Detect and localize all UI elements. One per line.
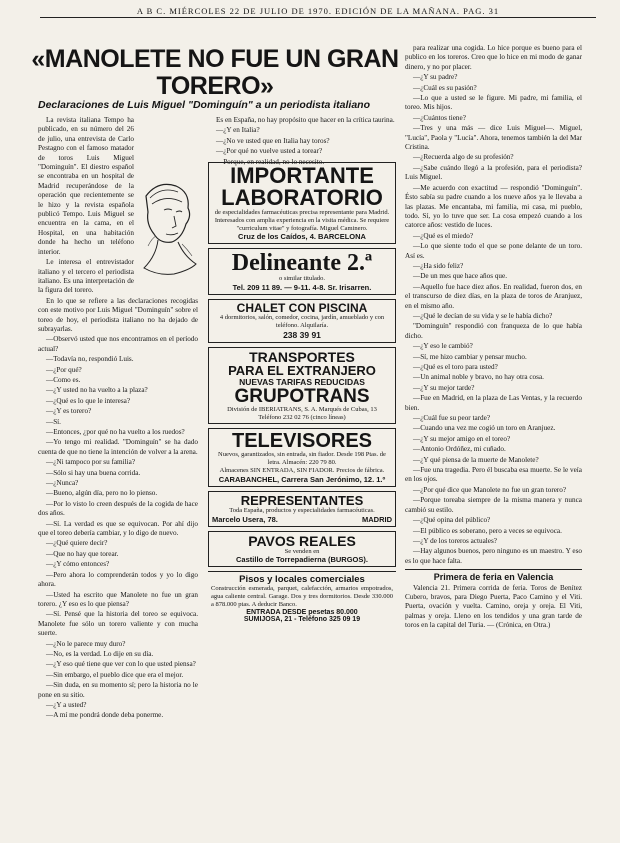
ad-title: PAVOS REALES (248, 532, 356, 549)
running-head: A B C. MIÉRCOLES 22 DE JULIO DE 1970. EDICIÓN DE LA MAÑANA. PAG. 31 (40, 6, 596, 18)
paragraph: —Todavía no, respondió Luis. (46, 355, 134, 364)
ad-address: Cruz de los Caídos, 4. BARCELONA (238, 232, 366, 242)
ad-text: Castillo de Torrepadierna (BURGOS). (236, 555, 368, 565)
paragraph: —¿Qué le decían de su vida y se le había dicho? (413, 311, 553, 320)
ad-title: Delineante 2.ª (231, 250, 373, 277)
valencia-text: Valencia 21. Primera corrida de feria. Toros de Benítez Cubero, bravos, para Diego Puerta, Paco Camino y el Viti. Puerta, ovación y vuelta. Camino, oreja y oreja. El Viti, palmas y oreja. Lleno en los tendidos y una gran tarde de toros en la capital del Turia. — (Crónica, en Otra.) (405, 583, 582, 630)
paragraph: —¿Y su mejor tarde? (413, 383, 475, 392)
paragraph: La revista italiana Tempo ha publicado, en su número del 26 de julio, una entrevista de Carlo Pestagno con el famoso matador de toros Luis Miguel "Dominguín". El diestro español se encontraba en un hospital de Madrid recuperándose de la operación que recientemente se le hizo y la revista española publicó Tempo. Luis Miguel se encuentra en la cama, en el Hospital, en una habitación donde ha hecho un teléfono interior. (38, 116, 134, 256)
ad-address: SUMIJOSA, 21 - Teléfono 325 09 19 (243, 615, 361, 623)
paragraph: —¿Y en Italia? (216, 126, 260, 135)
ad-text: de especialidades farmacéuticas precisa representante para Madrid. Interesados con amplia experiencia en la visita médica. Se requiere "curriculum vitae" y fotografía. Miguel Caminero. (214, 209, 390, 232)
paragraph: —¿Qué es lo que le interesa? (46, 396, 131, 405)
ad-phone: Tel. 209 11 89. — 9-11. 4-8. Sr. Irisarren. (232, 283, 372, 293)
paragraph: —¿No ve usted que en Italia hay toros? (216, 136, 330, 145)
ad-text: o similar titulado. (278, 275, 326, 283)
paragraph: —¿Qué quiere decir? (46, 539, 108, 548)
ad-transportes (208, 347, 396, 425)
section-divider (405, 569, 582, 570)
ad-laboratorio (208, 162, 396, 244)
paragraph: —Sí. Pensé que la historia del toreo se equivoca. Manolete fue sólo un torero valiente y con mucha suerte. (38, 610, 198, 638)
ad-text: Almacenes SIN ENTRADA, SIN FIADOR. Precios de fábrica. (219, 466, 385, 474)
paragraph: —¿Y su padre? (413, 73, 458, 82)
paragraph: —El público es soberano, pero a veces se equivoca. (413, 526, 562, 535)
paragraph: —¿Qué es el miedo? (413, 231, 474, 240)
paragraph: —Fue una tragedia. Pero él buscaba esa muerte. Se le veía en los ojos. (405, 466, 582, 484)
ad-pavos (208, 531, 396, 568)
paragraph: —¿Cuántos tiene? (413, 113, 466, 122)
paragraph: —¿Ni tampoco por su familia? (46, 458, 136, 467)
ad-delineante (208, 248, 396, 295)
paragraph: En lo que se refiere a las declaraciones recogidas con este motivo por Luis Miguel "Dominguín" sobre el toreo de hoy, el periodista italiano no ha dejado de subrayarlas. (38, 296, 198, 333)
subheadline: Declaraciones de Luis Miguel "Dominguín" a un periodista italiano (38, 99, 371, 111)
paragraph: —Aquello fue hace diez años. En realidad, fueron dos, en el transcurso de diez días, en la plaza de toros de Aranjuez, en el mismo año. (405, 282, 582, 310)
ad-text: Toda España, productos y especialidades farmacéuticas. (229, 506, 375, 514)
paragraph: —¿Por qué no vuelve usted a torear? (216, 147, 323, 156)
ad-address-row (212, 515, 392, 524)
paragraph: —¿Y de los toreros actuales? (413, 536, 497, 545)
ad-title: Pisos y locales comerciales (239, 574, 365, 586)
valencia-headline: Primera de feria en Valencia (433, 572, 554, 583)
paragraph: —Pero ahora lo comprenderán todos y yo lo digo ahora. (38, 570, 198, 589)
ad-text: 4 dormitorios, salón, comedor, cocina, jardín, amueblado y con teléfono. Alquilaría. (219, 314, 385, 329)
ad-text: Nuevos, garantizados, sin entrada, sin fiador. Desde 198 Ptas. de letra. Almacén: 220 79 80. (218, 451, 386, 467)
paragraph: —¿Y su mejor amigo en el toreo? (413, 434, 511, 443)
paragraph: —Usted ha escrito que Manolete no fue un gran torero. ¿Y eso es lo que piensa? (38, 590, 198, 608)
ad-title: LABORATORIO (221, 185, 383, 210)
ad-text: División de IBERIATRANS, S. A. Marqués de Cubas, 13 (227, 405, 377, 413)
ads-column (208, 162, 396, 629)
paragraph: —¿Por qué? (46, 365, 82, 374)
paragraph: —Sí. La verdad es que se equivocan. Por ahí dijo que el toreo debería cambiar, y lo digo de nuevo. (38, 519, 198, 538)
ad-subtitle: NUEVAS TARIFAS REDUCIDAS (239, 376, 365, 387)
portrait-illustration (138, 176, 198, 294)
article-column-2 (208, 116, 396, 166)
headline: «MANOLETE NO FUE UN GRAN TORERO» (31, 45, 399, 100)
ad-title: REPRESENTANTES (240, 492, 364, 508)
ad-entrada: ENTRADA DESDE pesetas 80.000 (246, 608, 358, 616)
paragraph: —Sí. (46, 417, 61, 426)
ad-televisores (208, 428, 396, 486)
paragraph: —Tres y una más — dice Luis Miguel—. Miguel, "Lucía", Paola y "Lucía". Ahora, tenemos también la del Mar Cristina. (405, 124, 582, 152)
ad-address: CARABANCHEL, Carrera San Jerónimo, 12. 1.º (218, 474, 386, 484)
paragraph: —Un animal noble y bravo, no hay otra cosa. (413, 373, 544, 382)
paragraph: —Cuando una vez me cogió un toro en Aranjuez. (413, 424, 556, 433)
paragraph: —¿Y cómo entonces? (46, 560, 110, 569)
ad-city: MADRID (362, 514, 392, 524)
paragraph: —Por lo visto lo creen después de la cogida de hace dos años. (38, 499, 198, 518)
paragraph: para realizar una cogida. Lo hice porque es bueno para el publico en los toreros. Creo que lo hice en mi modo de ganar dinero, y no por placer. (405, 44, 582, 71)
paragraph: —Antonio Ordóñez, mi cuñado. (413, 445, 506, 454)
paragraph: —Sí, me hizo cambiar y pensar mucho. (413, 352, 527, 361)
paragraph: —Observó usted que nos encontramos en el período actual? (38, 335, 198, 353)
paragraph: —¿Y es torero? (46, 407, 92, 416)
paragraph: —Sin embargo, el pueblo dice que era el mejor. (46, 670, 184, 679)
paragraph: —¿Qué es el toro para usted? (413, 363, 498, 371)
paragraph: —Lo que a usted se le figure. Mi padre, mi familia, el toreo. Mis hijos. (405, 94, 582, 112)
paragraph: —¿Y usted no ha vuelto a la plaza? (46, 386, 148, 395)
paragraph: —¿Por qué dice que Manolete no fue un gran torero? (413, 485, 567, 494)
paragraph: —¿Cuál es su pasión? (413, 83, 477, 92)
ad-address: Marcelo Usera, 78. (212, 514, 278, 524)
paragraph: —A mí me pondrá donde deba ponerme. (46, 711, 164, 720)
paragraph: —Yo tengo mi realidad. "Dominguín" se ha dado cuenta de que no tiene la intención de volver a la arena. (38, 438, 198, 456)
paragraph: —Me acuerdo con exactitud — respondió "Dominguín". Ésto sabía su padre cuando a los nueve años ya le llevaba a las plazas. Me encantaba, mi familia, mi casa, mi pueblo, todo. Sí, yo lo tuve que ser. La cosa empezó cuando a los catorce años: vestido de luces. (405, 183, 582, 230)
ad-title: TRANSPORTES (249, 348, 355, 365)
paragraph: —Sólo si hay una buena corrida. (46, 468, 141, 477)
paragraph: —Bueno, algún día, pero no lo pienso. (46, 489, 158, 498)
paragraph: —No, es la verdad. Lo dije en su día. (46, 649, 154, 658)
paragraph: —Porque toreaba siempre de la misma manera y nunca cambió su estilo. (405, 496, 582, 514)
ad-title: PARA EL EXTRANJERO (228, 362, 376, 378)
ad-phone: Teléfono 232 02 76 (cinco líneas) (258, 413, 346, 421)
paragraph: —¿Y qué piensa de la muerte de Manolete? (413, 455, 539, 464)
paragraph: —¿Recuerda algo de su profesión? (413, 153, 514, 162)
paragraph: —¿Y eso qué tiene que ver con lo que usted piensa? (46, 660, 196, 669)
paragraph: —¿Nunca? (46, 479, 79, 488)
paragraph: —¿Y eso le cambió? (413, 342, 473, 351)
article-column-3 (405, 44, 582, 834)
ad-title: TELEVISORES (231, 430, 373, 453)
paragraph: —¿Qué opina del público? (413, 516, 491, 525)
paragraph: —Sin duda, en su momento sí; pero la historia no le pone en su sitio. (38, 681, 198, 699)
ad-phone: 238 39 91 (283, 329, 321, 340)
article-body-3 (405, 44, 582, 566)
ad-representantes (208, 491, 396, 527)
paragraph: —Lo que siente todo el que se pone delante de un toro. Así es. (405, 242, 582, 260)
paragraph: —¿Y a usted? (46, 700, 87, 709)
paragraph: —Como es. (46, 375, 81, 384)
ad-text: Construcción esmerada, parquet, calefacción, armarios empotrados, agua caliente central. Garage. Dos y tres dormitorios. Desde 330.000 a 878.000 ptas. A deducir Banco. (211, 585, 393, 608)
paragraph: —Porque, en realidad, no lo necesito. (216, 157, 325, 166)
ad-title: CHALET CON PISCINA (236, 301, 368, 316)
article-column-1 (38, 116, 198, 834)
paragraph: —Hay algunos buenos, pero ninguno es un maestro. Y eso es lo que hace falta. (405, 547, 582, 565)
paragraph: —¿Cuál fue su peor tarde? (413, 414, 491, 423)
ad-chalet (208, 299, 396, 343)
paragraph: Le interesa el entrevistador italiano y el tercero el periodista italiano. Es una interpretación de la figura del torero. (38, 258, 134, 295)
paragraph: —¿No le parece muy duro? (46, 639, 126, 648)
paragraph: "Dominguín" respondió con franqueza de lo que había dicho. (405, 322, 582, 340)
ad-pisos (208, 571, 396, 624)
ad-subtitle: Se venden en (284, 547, 320, 555)
paragraph: —¿Ha sido feliz? (413, 261, 464, 270)
paragraph: Es en España, no hay propósito que hacer en la crítica taurina. (216, 116, 395, 124)
paragraph: —Fue en Madrid, en la plaza de Las Ventas, y la recuerdo bien. (405, 394, 582, 412)
paragraph: —De un mes que hace años que. (413, 272, 508, 281)
ad-brand: GRUPOTRANS (234, 385, 370, 407)
paragraph: —¿Sabe cuándo llegó a la profesión, para el periodista? Luis Miguel. (405, 163, 582, 182)
ad-title: IMPORTANTE (230, 163, 374, 188)
paragraph: —Entonces, ¿por qué no ha vuelto a los ruedos? (46, 428, 185, 436)
paragraph: —Que no hay que torear. (46, 549, 119, 558)
